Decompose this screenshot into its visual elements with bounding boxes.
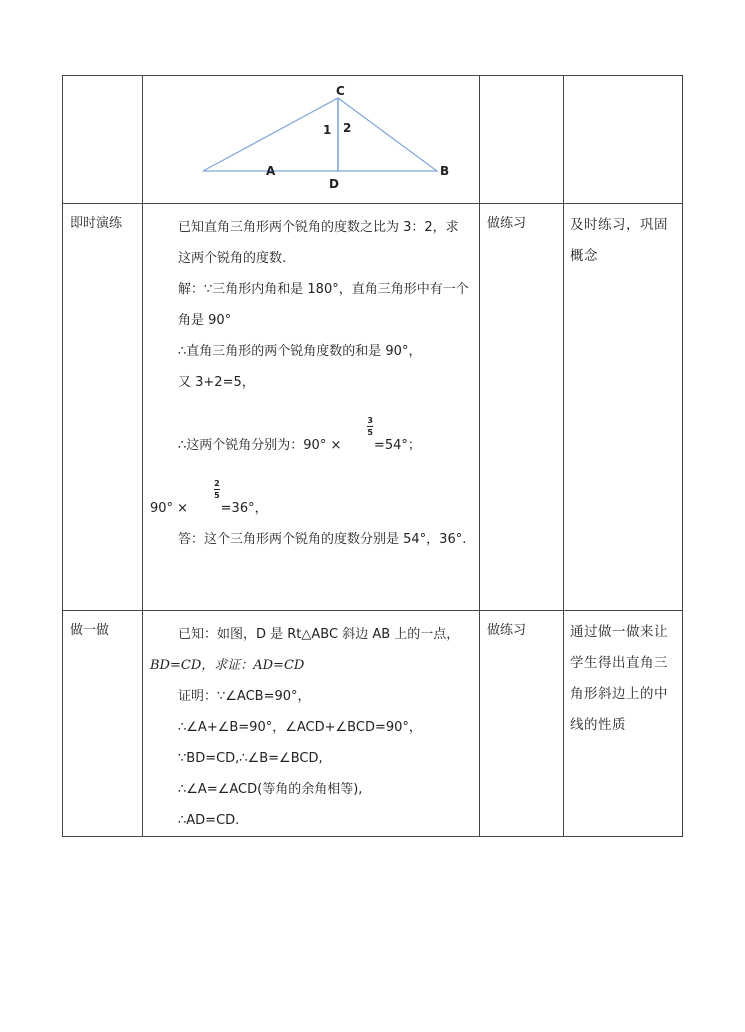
empty-purpose-cell — [564, 76, 683, 204]
table-row-figure — [63, 76, 683, 204]
practice-content — [143, 204, 479, 555]
empty-activity-cell — [480, 76, 564, 204]
fraction-3-5 — [367, 416, 373, 437]
lesson-table — [62, 75, 683, 837]
vertex-b-label: B — [440, 164, 450, 178]
try-purpose: 通过做一做来让学生得出直角三角形斜边上的中线的性质 — [570, 624, 668, 733]
practice-label: 即时演练 — [70, 216, 123, 231]
vertex-a-label: A — [266, 164, 276, 178]
solution-line-4-result: =54°； — [373, 438, 421, 453]
solution-line-5 — [150, 479, 471, 524]
practice-question: 已知直角三角形两个锐角的度数之比为 3：2，求这两个锐角的度数. — [178, 220, 459, 266]
practice-answer: 答：这个三角形两个锐角的度数分别是 54°，36°. — [178, 532, 467, 547]
empty-label-cell — [63, 76, 143, 204]
fraction-numerator: 2 — [214, 479, 220, 488]
proof-line-3: ∵BD=CD,∴∠B=∠BCD, — [178, 751, 323, 766]
proof-line-4: ∴∠A=∠ACD(等角的余角相等), — [178, 782, 363, 797]
solution-line-2: ∴直角三角形的两个锐角度数的和是 90°， — [178, 344, 422, 359]
fraction-denominator: 5 — [367, 428, 373, 437]
practice-activity: 做练习 — [487, 216, 527, 231]
figure-cell — [143, 76, 480, 204]
solution-line-1: 解：∵三角形内角和是 180°，直角三角形中有一个角是 90° — [178, 282, 469, 328]
try-label: 做一做 — [70, 623, 110, 638]
fraction-denominator: 5 — [214, 491, 220, 500]
triangle-abc — [203, 98, 437, 171]
fraction-numerator: 3 — [367, 416, 373, 425]
triangle-figure — [143, 76, 480, 199]
try-question-2: BD=CD，求证：AD=CD — [150, 658, 305, 673]
solution-line-5-result: =36°， — [220, 501, 268, 516]
table-row-practice — [63, 204, 683, 611]
try-question-1: 已知：如图，D 是 Rt△ABC 斜边 AB 上的一点， — [178, 627, 460, 642]
vertex-d-label: D — [329, 177, 339, 191]
table-row-try — [63, 611, 683, 837]
proof-line-2: ∴∠A+∠B=90°，∠ACD+∠BCD=90°， — [178, 720, 422, 735]
fraction-2-5 — [214, 479, 220, 500]
practice-purpose: 及时练习，巩固概念 — [570, 217, 668, 264]
proof-line-5: ∴AD=CD. — [178, 813, 240, 828]
vertex-c-label: C — [336, 84, 345, 98]
solution-line-5-text: 90° × — [150, 501, 189, 516]
angle-1-label: 1 — [323, 123, 332, 137]
solution-line-4 — [150, 416, 471, 461]
proof-line-1: 证明：∵∠ACB=90°， — [178, 689, 311, 704]
try-content — [143, 611, 479, 836]
angle-2-label: 2 — [343, 121, 352, 135]
try-activity: 做练习 — [487, 623, 527, 638]
solution-line-4-text: ∴这两个锐角分别为：90° × — [178, 438, 342, 453]
solution-line-3: 又 3+2=5， — [178, 375, 255, 390]
